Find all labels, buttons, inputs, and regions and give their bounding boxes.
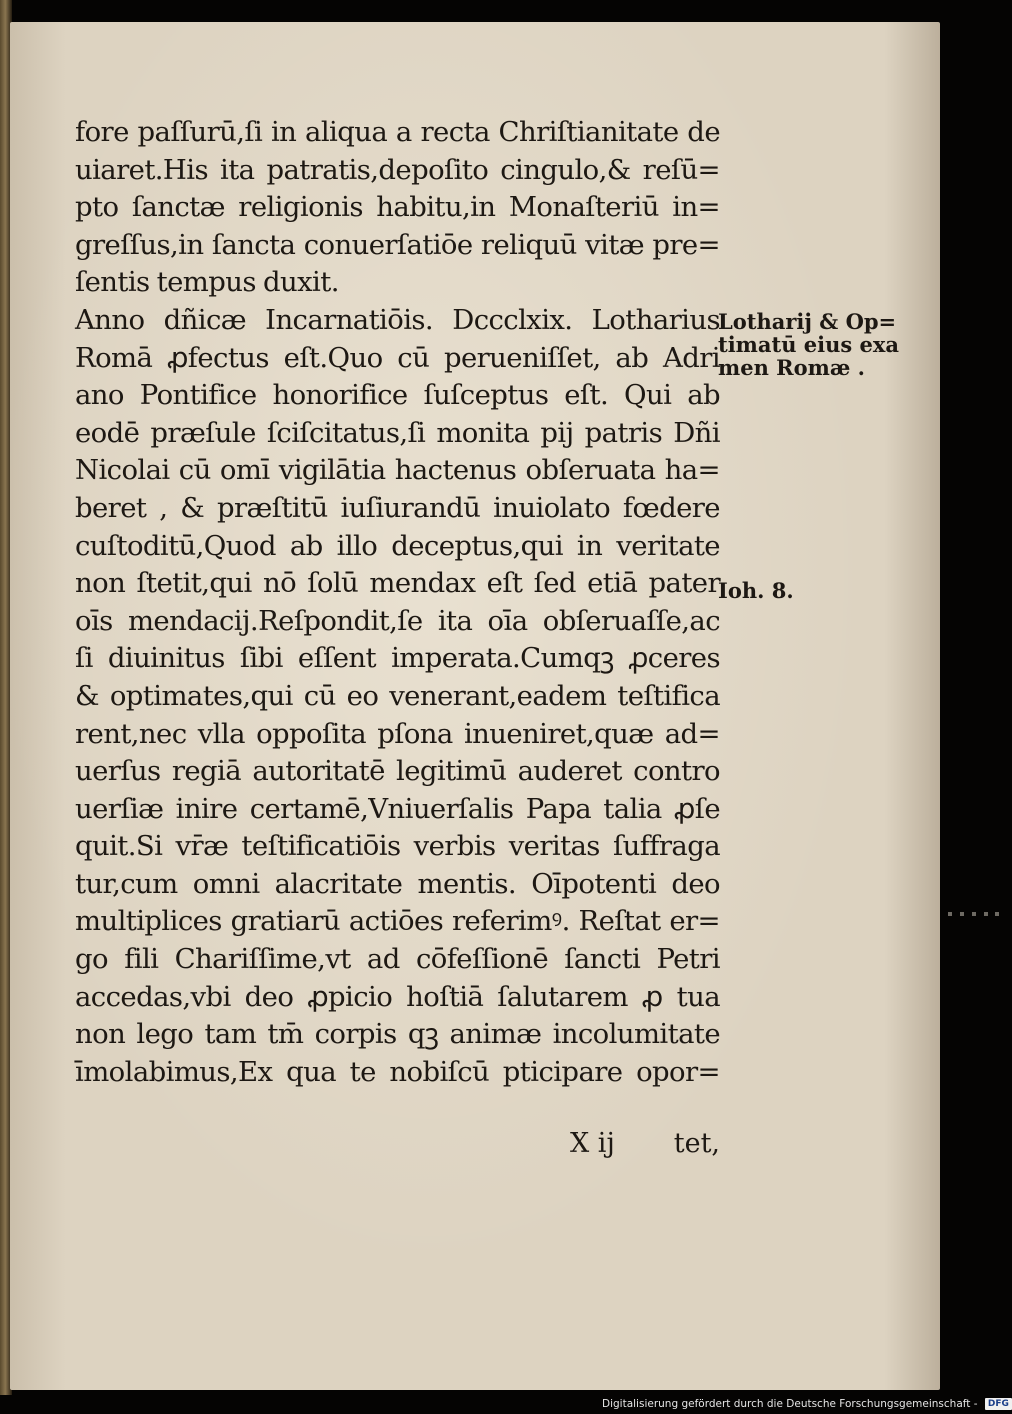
ruler-tick — [984, 912, 988, 916]
text-line: uiaret.His ita patratis,depoſito cingulo,& reſū= — [75, 153, 720, 186]
text-line: ano Pontifice honorifice ſuſceptus eſt. Qui ab — [75, 379, 720, 412]
text-line: non ſtetit,qui nō ſolū mendax eſt ſed etiā pater — [75, 567, 720, 600]
margin-note-line: Ioh. 8. — [718, 578, 794, 603]
text-line: quit.Si vr̄æ teſtificatiōis verbis veritas ſuffraga — [75, 830, 720, 863]
text-line: Nicolai cū omī vigilātia hactenus obſeruata ha= — [75, 454, 720, 487]
book-page — [10, 22, 940, 1390]
text-line: ſentis tempus duxit. — [75, 266, 339, 299]
text-line: oīs mendacij.Reſpondit,ſe ita oīa obſeruaſſe,ac — [75, 604, 720, 637]
catchword: tet, — [673, 1128, 720, 1159]
text-line: rent,nec vlla oppoſita pſona inueniret,quæ ad= — [75, 717, 720, 750]
text-line: greſſus,in ſancta conuerſatiōe reliquū vitæ pre= — [75, 228, 720, 261]
text-line: cuſtoditū,Quod ab illo deceptus,qui in veritate — [75, 529, 720, 562]
main-text-block — [75, 114, 720, 1091]
ruler-tick — [960, 912, 964, 916]
text-line: fore paſſurū,ſi in aliqua a recta Chriſtianitate de — [75, 116, 720, 148]
text-line: go fili Chariſſime,vt ad cōfeſſionē ſancti Petri — [75, 943, 720, 976]
page-foot — [75, 1128, 720, 1168]
text-line: non lego tam tm̄ corpis qꝫ animæ incolumitate — [75, 1018, 720, 1051]
text-line: Anno dñicæ Incarnatiōis. Dccclxix. Lotharius — [75, 303, 720, 336]
text-line: multiplices gratiarū actiōes referimꝰ. Reſtat er= — [75, 905, 720, 938]
margin-note-line: men Romæ . — [718, 355, 865, 380]
text-line: beret , & præſtitū iuſiurandū inuiolato fœdere — [75, 491, 720, 524]
ruler-tick — [995, 912, 999, 916]
credit-text: Digitalisierung gefördert durch die Deutsche Forschungsgemeinschaft - — [602, 1398, 978, 1410]
digitization-credit — [602, 1396, 1012, 1412]
text-line: & optimates,qui cū eo venerant,eadem teſtifica — [75, 679, 720, 712]
margin-note-lotharius — [718, 310, 908, 379]
text-line: eodē præſule ſciſcitatus,ſi monita pij patris Dñi — [75, 416, 720, 449]
text-line: Romā ꝓfectus eſt.Quo cū perueniſſet, ab Adri — [75, 341, 720, 374]
text-line: uerſus regiā autoritatē legitimū auderet contro — [75, 755, 720, 788]
dfg-logo: DFG — [985, 1398, 1012, 1410]
text-line: īmolabimus,Ex qua te nobiſcū pticipare opor= — [75, 1055, 720, 1088]
scan-ruler-marks — [944, 912, 1000, 920]
text-line: accedas,vbi deo ꝓpicio hoſtiā ſalutarem ꝓ tua — [75, 980, 720, 1013]
ruler-tick — [972, 912, 976, 916]
text-line: tur,cum omni alacritate mentis. Oīpotenti deo — [75, 867, 720, 900]
margin-note-line: timatū eius exa — [718, 332, 900, 357]
ruler-tick — [948, 912, 952, 916]
margin-note-line: Lotharij & Op= — [718, 309, 897, 334]
margin-note-reference — [718, 579, 908, 602]
text-line: pto ſanctæ religionis habitu,in Monaſteriū in= — [75, 191, 720, 224]
signature-mark: X ij — [570, 1128, 615, 1159]
text-line: ſi diuinitus ſibi eſſent imperata.Cumqꝫ ꝓceres — [75, 642, 720, 675]
text-line: uerſiæ inire certamē,Vniuerſalis Papa talia ꝓſe — [75, 792, 720, 825]
